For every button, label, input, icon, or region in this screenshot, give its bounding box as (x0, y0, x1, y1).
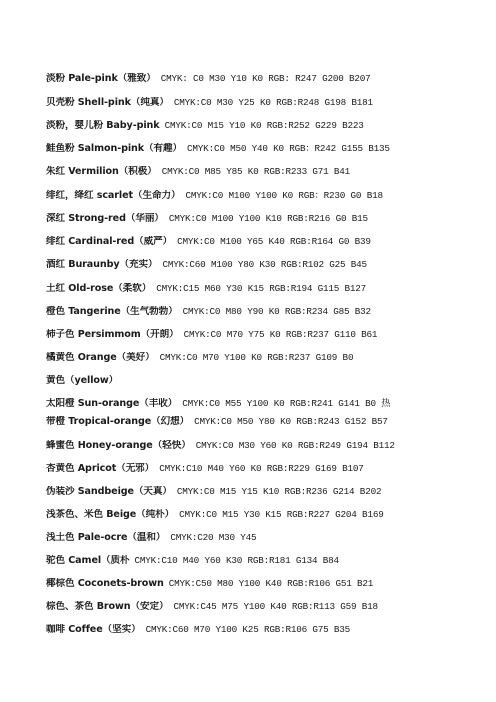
color-entry (46, 97, 486, 109)
color-codes: CMYK:C0 M85 Y85 K0 RGB:R233 G71 B41 (161, 166, 351, 177)
color-codes: CMYK:C0 M100 Y100 K10 RGB:R216 G0 B15 (168, 213, 368, 224)
color-name: 淡粉 Pale-pink（雅致） (46, 73, 156, 84)
color-entry (46, 166, 486, 178)
color-name: 伪装沙 Sandbeige（天真） (46, 486, 172, 497)
color-entry (46, 236, 486, 248)
color-name: 太阳橙 Sun-orange（丰收） (46, 398, 178, 409)
color-codes: CMYK:C0 M30 Y60 K0 RGB:R249 G194 B112 (195, 440, 395, 451)
color-name: 棕色、茶色 Brown（安定） (46, 601, 169, 612)
color-codes: CMYK:C60 M70 Y100 K25 RGB:R106 G75 B35 (145, 624, 351, 635)
color-entry (46, 416, 486, 428)
color-entry (46, 283, 486, 295)
color-entry (46, 120, 486, 132)
color-entry (46, 73, 486, 85)
color-name: 酒红 Buraunby（充实） (46, 259, 158, 270)
color-name: 橙色 Tangerine（生气勃勃） (46, 306, 178, 317)
color-name: 柿子色 Persimmom（开朗） (46, 329, 179, 340)
color-codes: CMYK:C45 M75 Y100 K40 RGB:R113 G59 B18 (173, 601, 378, 612)
color-codes: CMYK:C0 M30 Y25 K0 RGB:R248 G198 B181 (173, 97, 373, 108)
color-codes: CMYK:C50 M80 Y100 K40 RGB:R106 G51 B21 (168, 578, 374, 589)
color-name: 土红 Old-rose（柔软） (46, 283, 152, 294)
color-codes: CMYK:C60 M100 Y80 K30 RGB:R102 G25 B45 (162, 259, 367, 270)
color-codes: CMYK:C0 M100 Y65 K40 RGB:R164 G0 B39 (177, 236, 371, 247)
color-codes: CMYK:C10 M40 Y60 K0 RGB:R229 G169 B107 (159, 463, 364, 474)
color-entry (46, 398, 486, 410)
color-name: 蜂蜜色 Honey-orange（轻快） (46, 440, 191, 451)
color-codes: CMYK:C15 M60 Y30 K15 RGB:R194 G115 B127 (156, 283, 367, 294)
color-name: 鲑鱼粉 Salmon-pink（有趣） (46, 143, 183, 154)
color-name: 浅茶色、米色 Beige（纯朴） (46, 509, 175, 520)
color-entry (46, 190, 486, 202)
color-codes: CMYK:C0 M15 Y15 K10 RGB:R236 G214 B202 (176, 486, 382, 497)
color-entry (46, 509, 486, 521)
color-codes: CMYK:C0 M100 Y100 K0 RGB：R230 G0 B18 (185, 190, 383, 201)
color-name: 咖啡 Coffee（坚实） (46, 624, 141, 635)
color-name: 淡粉，婴儿粉 Baby-pink (46, 120, 160, 131)
color-codes: CMYK:C0 M70 Y75 K0 RGB:R237 G110 B61 (183, 329, 378, 340)
color-codes: CMYK:C0 M50 Y80 K0 RGB:R243 G152 B57 (194, 416, 388, 427)
color-entry (46, 375, 486, 387)
color-name: 贝壳粉 Shell-pink（纯真） (46, 97, 169, 108)
color-codes: CMYK:C10 M40 Y60 K30 RGB:R181 G134 B84 (134, 555, 339, 566)
color-entry (46, 259, 486, 271)
color-name: 椰棕色 Coconets-brown (46, 578, 164, 589)
color-name: 黄色（yellow） (46, 375, 119, 386)
color-codes: CMYK:C0 M80 Y90 K0 RGB:R234 G85 B32 (182, 306, 371, 317)
color-entry (46, 352, 486, 364)
color-name: 浅土色 Pale-ocre（温和） (46, 532, 166, 543)
color-entry (46, 486, 486, 498)
color-entry (46, 601, 486, 613)
color-entry (46, 532, 486, 544)
color-name: 绯红，绛红 scarlet（生命力） (46, 190, 181, 201)
color-entry (46, 463, 486, 475)
color-entry (46, 440, 486, 452)
color-codes: CMYK:C0 M15 Y30 K15 RGB:R227 G204 B169 (179, 509, 384, 520)
color-name: 深红 Strong-red（华丽） (46, 213, 164, 224)
color-entry (46, 329, 486, 341)
color-entry (46, 306, 486, 318)
color-entry (46, 143, 486, 155)
color-codes: CMYK:C20 M30 Y45 (170, 532, 257, 543)
color-entry (46, 213, 486, 225)
color-codes: CMYK:C0 M70 Y100 K0 RGB:R237 G109 B0 (159, 352, 354, 363)
color-name: 驼色 Camel（质朴 (46, 555, 130, 566)
color-entry (46, 578, 486, 590)
color-name: 朱红 Vermilion（积极） (46, 166, 157, 177)
color-entry (46, 555, 486, 567)
color-codes: CMYK: C0 M30 Y10 K0 RGB: R247 G200 B207 (160, 73, 371, 84)
color-codes: CMYK:C0 M50 Y40 K0 RGB：R242 G155 B135 (187, 143, 390, 154)
color-name: 绯红 Cardinal-red（威严） (46, 236, 173, 247)
color-name: 带橙 Tropical-orange（幻想） (46, 416, 190, 427)
color-entry (46, 624, 486, 636)
color-name: 杏黄色 Apricot（无邪） (46, 463, 155, 474)
color-codes: CMYK:C0 M55 Y100 K0 RGB:R241 G141 B0 热 (182, 398, 391, 409)
color-name: 橘黄色 Orange（美好） (46, 352, 155, 363)
color-codes: CMYK:C0 M15 Y10 K0 RGB:R252 G229 B223 (164, 120, 364, 131)
